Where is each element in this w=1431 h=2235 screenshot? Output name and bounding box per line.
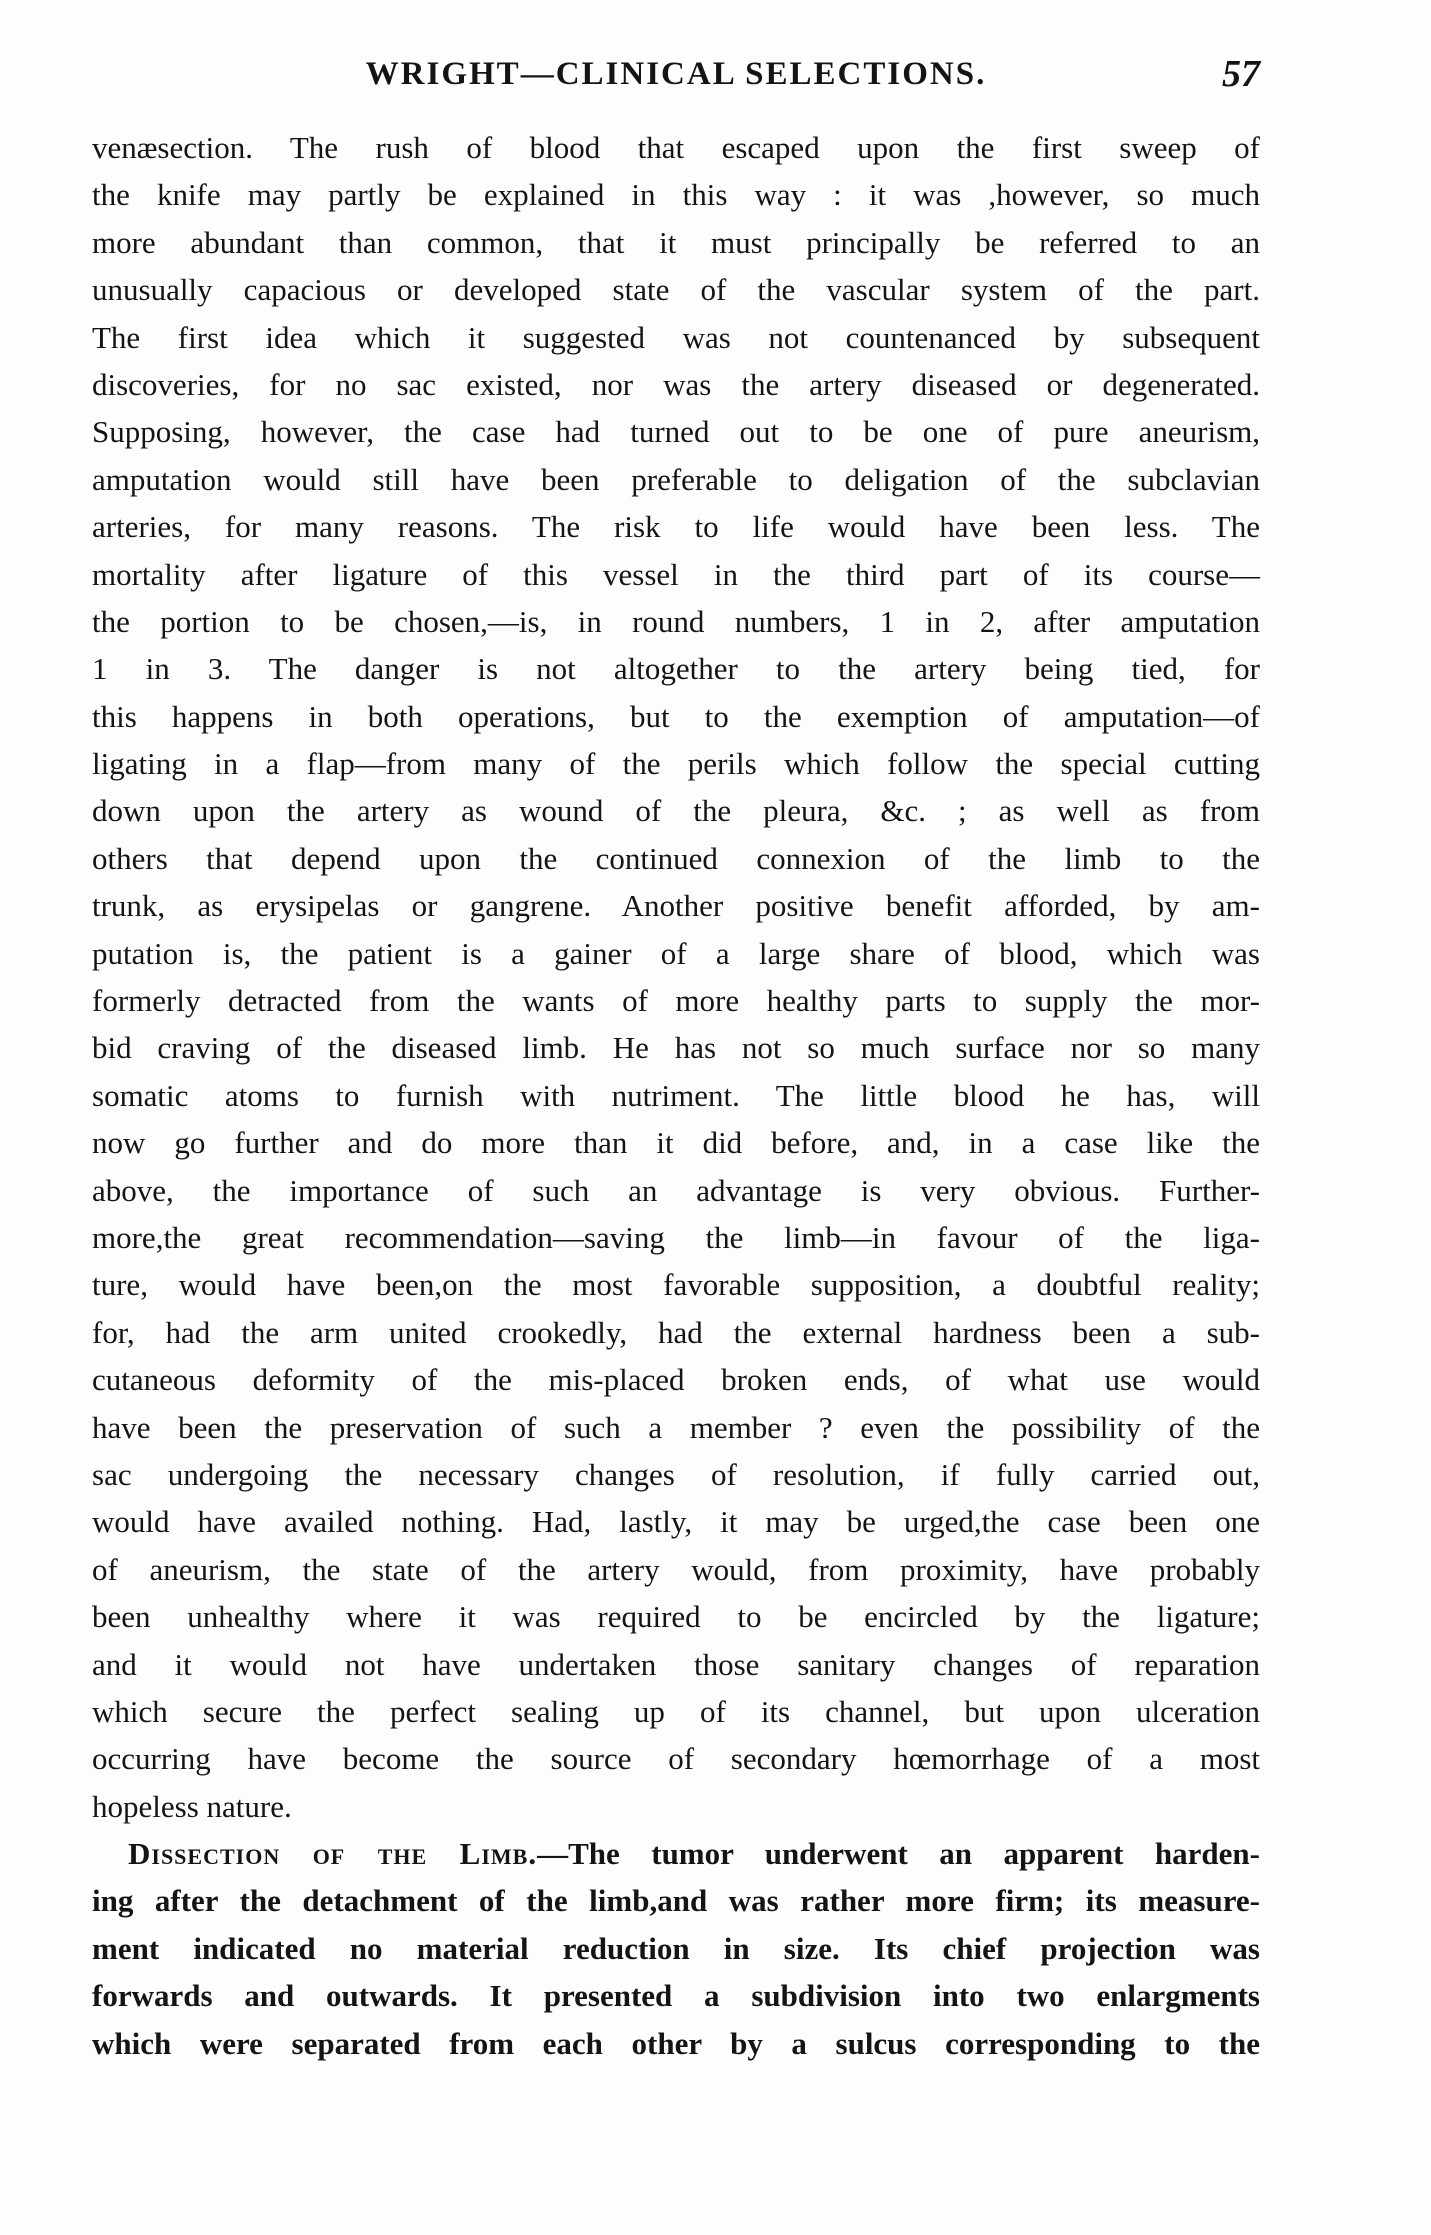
running-head bbox=[92, 44, 1260, 104]
section-line: which were separated from each other by a sulcus corresponding to the bbox=[92, 2025, 1260, 2061]
text-line: ligating in a flap—from many of the perils which follow the special cutting bbox=[92, 746, 1260, 782]
section-heading: Dissection of the Limb. bbox=[128, 1836, 538, 1872]
text-line: sac undergoing the necessary changes of resolution, if fully carried out, bbox=[92, 1456, 1260, 1492]
text-line: hopeless nature. bbox=[92, 1788, 292, 1824]
text-line: putation is, the patient is a gainer of a large share of blood, which was bbox=[92, 935, 1260, 971]
text-line: arteries, for many reasons. The risk to life would have been less. The bbox=[92, 509, 1260, 545]
text-line: amputation would still have been preferable to deligation of the subclavian bbox=[92, 461, 1260, 497]
text-line: occurring have become the source of secondary hœmorrhage of a most bbox=[92, 1741, 1260, 1777]
text-line: formerly detracted from the wants of more healthy parts to supply the mor- bbox=[92, 983, 1260, 1019]
section-line: forwards and outwards. It presented a subdivision into two enlargments bbox=[92, 1978, 1260, 2014]
text-line: this happens in both operations, but to the exemption of amputation—of bbox=[92, 698, 1260, 734]
body-text bbox=[92, 124, 1260, 2067]
text-line: ture, would have been,on the most favorable supposition, a doubtful reality; bbox=[92, 1267, 1260, 1303]
text-line: of aneurism, the state of the artery would, from proximity, have probably bbox=[92, 1551, 1260, 1587]
text-line: discoveries, for no sac existed, nor was the artery diseased or degenerated. bbox=[92, 366, 1260, 402]
text-line: Supposing, however, the case had turned out to be one of pure aneurism, bbox=[92, 414, 1260, 450]
text-line: cutaneous deformity of the mis-placed broken ends, of what use would bbox=[92, 1362, 1260, 1398]
text-line: venæsection. The rush of blood that escaped upon the first sweep of bbox=[92, 130, 1260, 165]
section-line: ment indicated no material reduction in size. Its chief projection was bbox=[92, 1930, 1260, 1966]
text-line: trunk, as erysipelas or gangrene. Another positive benefit afforded, by am- bbox=[92, 888, 1260, 924]
text-line: the portion to be chosen,—is, in round numbers, 1 in 2, after amputation bbox=[92, 603, 1260, 639]
text-line: unusually capacious or developed state of the vascular system of the part. bbox=[92, 272, 1260, 308]
text-line: down upon the artery as wound of the pleura, &c. ; as well as from bbox=[92, 793, 1260, 829]
text-line: have been the preservation of such a member ? even the possibility of the bbox=[92, 1409, 1260, 1445]
text-line: above, the importance of such an advantage is very obvious. Further- bbox=[92, 1172, 1260, 1208]
text-line: mortality after ligature of this vessel in the third part of its course— bbox=[92, 556, 1260, 592]
text-line: The first idea which it suggested was not countenanced by subsequent bbox=[92, 319, 1260, 355]
section-line: —The tumor underwent an apparent harden- bbox=[537, 1836, 1260, 1872]
text-line: and it would not have undertaken those sanitary changes of reparation bbox=[92, 1646, 1260, 1682]
text-line: now go further and do more than it did before, and, in a case like the bbox=[92, 1125, 1260, 1161]
text-line: somatic atoms to furnish with nutriment. The little blood he has, will bbox=[92, 1077, 1260, 1113]
text-line: the knife may partly be explained in this way : it was ,however, so much bbox=[92, 177, 1260, 213]
section-line: ing after the detachment of the limb,and was rather more firm; its measure- bbox=[92, 1883, 1260, 1919]
text-line: more abundant than common, that it must principally be referred to an bbox=[92, 224, 1260, 260]
text-line: would have availed nothing. Had, lastly, it may be urged,the case been one bbox=[92, 1504, 1260, 1540]
text-line: which secure the perfect sealing up of its channel, but upon ulceration bbox=[92, 1693, 1260, 1729]
text-line: 1 in 3. The danger is not altogether to the artery being tied, for bbox=[92, 651, 1260, 687]
text-line: bid craving of the diseased limb. He has not so much surface nor so many bbox=[92, 1030, 1260, 1066]
text-line: more,the great recommendation—saving the limb—in favour of the liga- bbox=[92, 1219, 1260, 1255]
text-line: for, had the arm united crookedly, had the external hardness been a sub- bbox=[92, 1314, 1260, 1350]
text-line: been unhealthy where it was required to be encircled by the ligature; bbox=[92, 1599, 1260, 1635]
text-line: others that depend upon the continued connexion of the limb to the bbox=[92, 840, 1260, 876]
page-number: 57 bbox=[1222, 53, 1260, 95]
section-first-line bbox=[92, 1830, 1260, 1877]
running-title: WRIGHT—CLINICAL SELECTIONS. bbox=[365, 56, 987, 92]
